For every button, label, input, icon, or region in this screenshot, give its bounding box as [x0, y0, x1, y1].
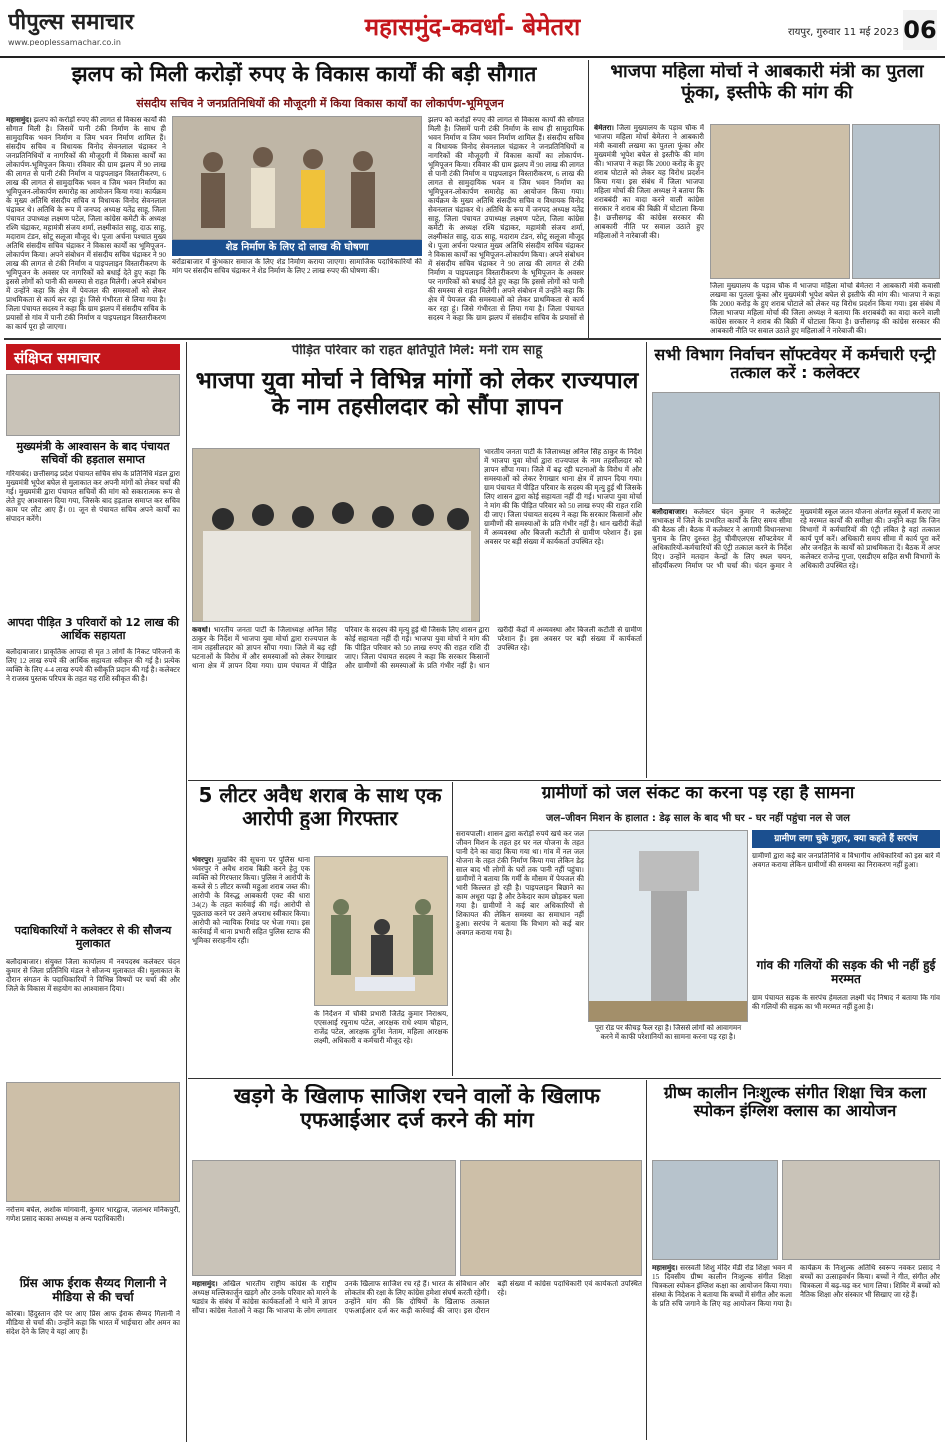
a3-headline: भाजपा युवा मोर्चा ने विभिन्न मांगों को लेकर राज्यपाल के नाम तहसीलदार को सौंपा ज्ञापन — [195, 368, 639, 421]
a5-dateline: भंवरपुर। — [192, 856, 214, 864]
people-photo-icon — [173, 117, 422, 240]
a2-dateline: बेमेतरा। — [594, 124, 615, 132]
a7-body — [192, 1280, 642, 1438]
a8-dateline: महासमुंद। — [652, 1264, 678, 1272]
brief-item-body: कोरबा। हिंदुस्तान दौरे पर आए प्रिंस आफ ईराक सैय्यद गिलानी ने मीडिया से चर्चा की। उन्होंने कहा कि भारत में भाईचारा और अमन का संदेश देने के लिए वे यहां आए हैं। — [6, 1310, 180, 1336]
a1-subhead: संसदीय सचिव ने जनप्रतिनिधियों की मौजूदगी में किया विकास कार्यों का लोकार्पण-भूमिपूजन — [136, 97, 504, 110]
a6-side-text: ग्रामीणों द्वारा कई बार जनप्रतिनिधि व विभागीय अधिकारियों को इस बारे में अवगत कराया लेकिन ग्रामीणों की समस्या का निराकरण नहीं हुआ। — [752, 852, 940, 869]
a2-photo-1 — [710, 124, 850, 279]
divider — [588, 60, 589, 338]
a4-photo — [652, 392, 940, 504]
group-photo-icon — [193, 449, 480, 622]
a2-photo-2 — [852, 124, 940, 279]
brief-item-title: प्रिंस आफ ईराक सैय्यद गिलानी ने मीडिया से की चर्चा — [19, 1276, 167, 1305]
a6-body — [456, 830, 584, 1074]
a5-photo — [314, 856, 448, 1006]
a4-body-text: कलेक्टर चंदन कुमार ने कलेक्ट्रेट सभाकक्ष में जिले के प्रभारित कार्यों के लिए समय सीमा की बैठक ली। बैठक में कलेक्टर ने आगामी विधानसभा चुनाव के लिए दुरुस्त हेतु चीवीएलएस सॉफ्टवेयर में अधिकारियों-कर्मचारियों की एंट्री तत्काल करने के निर्देश दिए। उन्होंने मतदान केन्द्रों के लिए स्थल चयन, सौंदर्यीकरण निर्माण पर भी चर्चा की। चंदन कुमार ने मुख्यमंत्री स्कूल जतन योजना अंतर्गत स्कूलों में कराए जा रहे मरम्मत कार्यों की समीक्षा की। उन्होंने कहा कि जिन विभागों में कर्मचारियों की एंट्री लंबित है वहां तत्काल कार्य पूर्ण करें। अधिकारी समय सीमा में कार्य पूरा करें और जनहित के कार्यों को प्राथमिकता दें। बैठक में अपर कलेक्टर राजेन्द्र गुप्ता, एसडीएम सहित सभी विभागों के अधिकारी उपस्थित रहे। — [652, 508, 940, 570]
a6-side-text-2: ग्राम पंचायत सड़क के सरपंच हेमलता लक्ष्मी चंद निषाद ने बताया कि गांव की गलियों की सड़क का भी मरम्मत नहीं हुआ है। — [752, 994, 940, 1011]
a3-body — [192, 626, 642, 778]
a8-photo-2 — [782, 1160, 940, 1260]
a3-photo — [192, 448, 480, 622]
brief-item-body: बलौदाबाजार। संयुक्त जिला कार्यालय में नवपदस्थ कलेक्टर चंदन कुमार से जिला प्रतिनिधि मंडल ने सौजन्य मुलाकात की। मुलाकात के दौरान संगठन के पदाधिकारियों ने विभिन्न विषयों पर चर्चा की और जिले के विकास में सहयोग का आश्वासन दिया। — [6, 958, 180, 993]
a5-caption: के निर्देशन में चौकी प्रभारी जितेंद्र कुमार निराश्रय, एएसआई रघुनाथ पटेल, आरक्षक राधे श्याम चौहान, राजेंद्र पटेल, आरक्षक दुर्गेश नेताम, महिला आरक्षक लक्ष्मी, अधिकारी व कर्मचारी मौजूद रहे। — [314, 1010, 448, 1045]
brief-item-body: बलौदाबाजार। प्राकृतिक आपदा से मृत 3 लोगों के निकट परिजनों के लिए 12 लाख रुपये की आर्थिक सहायता स्वीकृत की गई है। प्रत्येक व्यक्ति के लिए 4-4 लाख रुपये की स्वीकृति प्रदान की गई है। कलेक्टर ने राजस्व पुस्तक परिपत्र के तहत यह राशि स्वीकृत की है। — [6, 648, 180, 683]
water-tank-icon — [589, 831, 748, 1022]
brief-photo-1 — [6, 374, 180, 436]
page-number: 06 — [903, 10, 937, 50]
brand-name: पीपुल्स समाचार — [8, 10, 134, 35]
a4-headline: सभी विभाग निर्वाचन सॉफ्टवेयर में कर्मचारी एन्ट्री तत्काल करें : कलेक्टर — [654, 346, 936, 383]
brief-photo-2 — [6, 1082, 180, 1202]
a1-dateline: महासमुंद। — [6, 116, 32, 124]
police-photo-icon — [315, 857, 448, 1006]
a1-body-left — [6, 116, 166, 332]
a7-dateline: महासमुंद। — [192, 1280, 218, 1288]
brief-item-title: पदाधिकारियों ने कलेक्टर से की सौजन्य मुलाकात — [14, 924, 172, 951]
a6-side-headline: गांव की गलियों की सड़क की भी नहीं हुई मरम्मत — [756, 958, 936, 987]
a8-body — [652, 1264, 940, 1438]
a8-photo-1 — [652, 1160, 778, 1260]
a1-headline: झलप को मिली करोड़ों रुपए के विकास कार्यों की बड़ी सौगात — [71, 62, 537, 86]
a7-photo — [192, 1160, 456, 1276]
brief-label: संक्षिप्त समाचार — [6, 344, 180, 370]
a2-body — [594, 124, 704, 336]
a1-photo — [172, 116, 422, 240]
brief-photo-caption: नरोत्तम बघेल, अशोक मांगवानी, कुमार भारद्वाज, जलन्धर मनिकपुरी, गणेश प्रसाद काका अध्यक्ष व अन्य पदाधिकारी। — [6, 1206, 180, 1223]
a3-body-text: भारतीय जनता पार्टी के जिलाध्यक्ष अनिल सिंह ठाकुर के निर्देश में भाजपा युवा मोर्चा द्वारा राज्यपाल के नाम तहसीलदार को ज्ञापन सौंपा गया। जिले में बढ़ रही घटनाओं के विरोध में और समस्याओं को लेकर रेंगाखार थाना क्षेत्र में ज्ञापन दिया गया। ग्राम पंचायत में पीड़ित परिवार के सदस्य की मृत्यु हुई थी जिसके लिए शासन द्वारा कोई सहायता नहीं दी गई। भाजपा युवा मोर्चा ने मांग की कि पीड़ित परिवार को 50 लाख रुपए की राहत राशि दी जाए। जिला पंचायत सदस्य ने कहा कि सरकार किसानों और ग्रामीणों की समस्याओं के प्रति गंभीर नहीं है। धान खरीदी केंद्रों में अव्यवस्था और बिजली कटौती से ग्रामीण परेशान हैं। इस अवसर पर बड़ी संख्या में कार्यकर्ता उपस्थित रहे। — [192, 626, 642, 670]
divider — [188, 780, 941, 781]
divider — [452, 782, 453, 1076]
a7-body-text: अखिल भारतीय राष्ट्रीय कांग्रेस के राष्ट्रीय अध्यक्ष मल्लिकार्जुन खड़गे और उनके परिवार को मारने के षड्यंत्र के संबंध में कांग्रेस कार्यकर्ताओं ने थाने में ज्ञापन सौंपा। कांग्रेस नेताओं ने कहा कि भाजपा के लोग लगातार उनके खिलाफ साजिश रच रहे हैं। भारत के संविधान और लोकतंत्र की रक्षा के लिए कांग्रेस हमेशा संघर्ष करती रहेगी। उन्होंने मांग की कि दोषियों के खिलाफ तत्काल एफआईआर दर्ज कर कड़ी कार्रवाई की जाए। इस दौरान बड़ी संख्या में कांग्रेस पदाधिकारी एवं कार्यकर्ता उपस्थित रहे। — [192, 1280, 642, 1315]
brief-item-title: मुख्यमंत्री के आश्वासन के बाद पंचायत सचिवों की हड़ताल समाप्त — [16, 440, 170, 467]
divider — [4, 338, 941, 340]
a4-dateline: बलौदाबाजार। — [652, 508, 688, 516]
a6-body-text: सरायपाली। शासन द्वारा करोड़ों रुपये खर्च कर जल जीवन मिशन के तहत हर घर नल योजना के तहत पानी देने का वादा किया गया था। गांव में नल जल योजना के तहत टंकी निर्माण किया गया लेकिन डेढ़ साल बाद भी लोगों के घरों तक पानी नहीं पहुंचा। ग्रामीणों ने बताया कि गर्मी के मौसम में पेयजल की भारी किल्लत हो रही है। पाइपलाइन बिछाने का काम अधूरा पड़ा है और ठेकेदार काम छोड़कर चला गया है। ग्रामीणों ने कई बार अधिकारियों से शिकायत की लेकिन समस्या का समाधान नहीं हुआ। सरपंच ने बताया कि विभाग को कई बार अवगत कराया गया है। — [456, 830, 584, 937]
divider — [646, 342, 647, 778]
a6-subhead: जल–जीवन मिशन के हालात : डेढ़ साल के बाद भी घर - घर नहीं पहुंचा नल से जल — [546, 813, 850, 824]
a2-body-cont: जिला मुख्यालय के पड़ाव चौक में भाजपा महिला मोर्चा बेमेतरा ने आबकारी मंत्री कवासी लखमा का पुतला फूंका और मुख्यमंत्री भूपेश बघेल से इस्तीफे की मांग की। भाजपा ने कहा कि 2000 करोड़ के हुए शराब घोटाले को लेकर यह विरोध प्रदर्शन किया गया। इस संबंध में जिला भाजपा महिला मोर्चा की जिला अध्यक्ष ने बताया कि शराबबंदी का वादा करने वाली कांग्रेस सरकार ने शराब की बिक्री में घोटाला किया है। छत्तीसगढ़ की कांग्रेस सरकार की आबकारी नीति पर सवाल उठाते हुए महिलाओं ने नारेबाजी की। — [710, 282, 940, 335]
a5-body — [192, 856, 310, 1072]
a6-headline: ग्रामीणों को जल संकट का करना पड़ रहा है सामना — [541, 784, 855, 803]
a4-body — [652, 508, 940, 778]
divider — [646, 1080, 647, 1440]
a8-body-text: सरस्वती शिशु मंदिर मेंडी रोड शिक्षा भवन में 15 दिवसीय ग्रीष्म कालीन निःशुल्क संगीत शिक्षा चित्रकला स्पोकन इंग्लिश कक्षा का आयोजन किया गया। संस्था के निदेशक ने बताया कि बच्चों में संगीत और कला के प्रति रुचि जगाने के लिए यह आयोजन किया गया है। कार्यक्रम के निःशुल्क अतिथि स्वरूप नवकर प्रसाद ने बच्चों का उत्साहवर्धन किया। बच्चों ने गीत, संगीत और चित्रकला में बढ़-चढ़ कर भाग लिया। शिविर में बच्चों को नैतिक शिक्षा और संस्कार भी सिखाए जा रहे हैं। — [652, 1264, 940, 1308]
a5-body-text: मुखबिर की सूचना पर पुलिस थाना भंवरपुर ने अवैध शराब बिक्री करने हेतु एक व्यक्ति को गिरफ्तार किया। पुलिस ने आरोपी के कब्जे से 5 लीटर कच्ची महुआ शराब जब्त की। आरोपी के विरुद्ध आबकारी एक्ट की धारा 34(2) के तहत कार्रवाई की गई। आरोपी से पूछताछ करने पर उसने अपराध स्वीकार किया। आरोपी को न्यायिक रिमांड पर भेजा गया। इस कार्रवाई में थाना प्रभारी सहित पुलिस स्टाफ की भूमिका सराहनीय रही। — [192, 856, 310, 945]
divider — [186, 342, 187, 1442]
a2-headline: भाजपा महिला मोर्चा ने आबकारी मंत्री का पुतला फूंका, इस्तीफे की मांग की — [610, 62, 924, 103]
brief-item-body: गरियाबंद। छत्तीसगढ़ प्रदेश पंचायत सचिव संघ के प्रतिनिधि मंडल द्वारा मुख्यमंत्री भूपेश बघेल से मुलाकात कर अपनी मांगों को लेकर चर्चा की गई। मुख्यमंत्री द्वारा पंचायत सचिवों की मांग को सकारात्मक रूप से लेते हुए आश्वासन दिया गया, जिसके बाद हड़ताल समाप्त कर सचिव काम पर लौट आए हैं। 01 जून से पंचायत सचिव अपने कार्यों का संपादन करेंगे। — [6, 470, 180, 523]
a3-body-top: भारतीय जनता पार्टी के जिलाध्यक्ष अनिल सिंह ठाकुर के निर्देश में भाजपा युवा मोर्चा द्वारा राज्यपाल के नाम तहसीलदार को ज्ञापन सौंपा गया। जिले में बढ़ रही घटनाओं के विरोध में और समस्याओं को लेकर रेंगाखार थाना क्षेत्र में ज्ञापन दिया गया। ग्राम पंचायत में पीड़ित परिवार के सदस्य की मृत्यु हुई थी जिसके लिए शासन द्वारा कोई सहायता नहीं दी गई। भाजपा युवा मोर्चा ने मांग की कि पीड़ित परिवार को 50 लाख रुपए की राहत राशि दी जाए। जिला पंचायत सदस्य ने कहा कि सरकार किसानों और ग्रामीणों की समस्याओं के प्रति गंभीर नहीं है। धान खरीदी केंद्रों में अव्यवस्था और बिजली कटौती से ग्रामीण परेशान हैं। इस अवसर पर बड़ी संख्या में कार्यकर्ता उपस्थित रहे। — [484, 448, 642, 546]
a1-photo-caption: शेड निर्माण के लिए दो लाख की घोषणा — [172, 240, 422, 256]
masthead — [0, 0, 945, 58]
a7-photo-2 — [460, 1160, 642, 1276]
a1-body-cont: झलप को करोड़ों रुपए की लागत से विकास कार्यों की सौगात मिली है। जिसमें पानी टंकी निर्माण के साथ ही सामुदायिक भवन निर्माण व जिम भवन निर्माण शामिल हैं। संसदीय सचिव व विधायक विनोद सेवनलाल चंद्राकर ने जनप्रतिनिधियों व नागरिकों की मौजूदगी में विकास कार्यों का लोकार्पण-भूमिपूजन किया। रविवार की ग्राम झलप में 90 लाख की लागत से पानी टंकी निर्माण व पाइपलाइन विस्तारीकरण, 6 लाख की लागत से सामुदायिक भवन व जिम भवन निर्माण का भूमिपूजन-लोकार्पण समारोह का आयोजन किया गया। कार्यक्रम के मुख्य अतिथि संसदीय सचिव व विधायक विनोद सेवनलाल चंद्राकर थे। अतिथि के रूप में जनपद अध्यक्ष यतेंद्र साहू, जिला पंचायत उपाध्यक्ष लक्ष्मण पटेल, जिला कांग्रेस कमेटी के अध्यक्ष रश्मि चंद्राकर, महामंत्री संजय शर्मा, लक्ष्मीकांत साहू, दाऊ साहू, मदाराम टंडन, सोटू सलूजा मौजूद थे। पूजा अर्चना पश्चात मुख्य अतिथि संसदीय सचिव चंद्राकर ने विकास कार्यों का भूमिपूजन-लोकार्पण किया। अपने संबोधन में संसदीय सचिव चंद्राकर ने 90 लाख की लागत से टंकी निर्माण व पाइपलाइन विस्तारीकरण के भूमिपूजन के अवसर पर नागरिकों को बधाई देते हुए कहा कि इससे लोगों को पानी की समस्या से राहत मिलेगी। अपने संबोधन में उन्होंने कहा कि क्षेत्र में पेयजल की समस्याओं को लेकर प्राथमिकता से कार्य कर रहा हूं। जिसे गंभीरता से लिया गया है। जिला पंचायत सदस्य ने कहा कि ग्राम झलप में संसदीय सचिव के प्रयासों से — [428, 116, 584, 322]
a1-body-right — [428, 116, 584, 332]
a8-headline: ग्रीष्म कालीन निःशुल्क संगीत शिक्षा चित्र कला स्पोकन इंग्लिश क्लास का आयोजन — [663, 1084, 927, 1121]
a7-headline: खड़गे के खिलाफ साजिश रचने वालों के खिलाफ एफआईआर दर्ज करने की मांग — [234, 1084, 600, 1133]
issue-date: रायपुर, गुरुवार 11 मई 2023 — [787, 27, 899, 38]
a5-headline: 5 लीटर अवैध शराब के साथ एक आरोपी हुआ गिरफ्तार — [198, 784, 442, 830]
a1-body: झलप को करोड़ों रुपए की लागत से विकास कार्यों की सौगात मिली है। जिसमें पानी टंकी निर्माण के साथ ही सामुदायिक भवन निर्माण व जिम भवन निर्माण शामिल हैं। संसदीय सचिव व विधायक विनोद सेवनलाल चंद्राकर ने जनप्रतिनिधियों व नागरिकों की मौजूदगी में विकास कार्यों का लोकार्पण-भूमिपूजन किया। रविवार की ग्राम झलप में 90 लाख की लागत से पानी टंकी निर्माण व पाइपलाइन विस्तारीकरण, 6 लाख की लागत से सामुदायिक भवन व जिम भवन निर्माण का भूमिपूजन-लोकार्पण समारोह का आयोजन किया गया। कार्यक्रम के मुख्य अतिथि संसदीय सचिव व विधायक विनोद सेवनलाल चंद्राकर थे। अतिथि के रूप में जनपद अध्यक्ष यतेंद्र साहू, जिला पंचायत उपाध्यक्ष लक्ष्मण पटेल, जिला कांग्रेस कमेटी के अध्यक्ष रश्मि चंद्राकर, महामंत्री संजय शर्मा, लक्ष्मीकांत साहू, दाऊ साहू, मदाराम टंडन, सोटू सलूजा मौजूद थे। पूजा अर्चना पश्चात मुख्य अतिथि संसदीय सचिव चंद्राकर ने विकास कार्यों का भूमिपूजन-लोकार्पण किया। अपने संबोधन में संसदीय सचिव चंद्राकर ने 90 लाख की लागत से टंकी निर्माण व पाइपलाइन विस्तारीकरण के भूमिपूजन के अवसर पर नागरिकों को बधाई देते हुए कहा कि इससे लोगों को पानी की समस्या से राहत मिलेगी। अपने संबोधन में उन्होंने कहा कि क्षेत्र में पेयजल की समस्याओं को लेकर प्राथमिकता से कार्य कर रहा हूं। जिसे गंभीरता से लिया गया है। जिला पंचायत सदस्य ने कहा कि ग्राम झलप में संसदीय सचिव के प्रयासों से गांव में पानी टंकी निर्माण व पाइपलाइन विस्तारीकरण का कार्य पूरा हो जाएगा। — [6, 116, 166, 331]
site-url[interactable]: www.peoplessamachar.co.in — [8, 38, 121, 46]
brief-item-title: आपदा पीड़ित 3 परिवारों को 12 लाख की आर्थिक सहायता — [7, 616, 179, 643]
a3-dateline: कवर्धा। — [192, 626, 211, 634]
a6-photo-caption: पूरा रोड पर कीचड़ फैल रहा है। जिससे लोगों को आवागमन करने में काफी परेशानियों का सामना करना पड़ रहा है। — [594, 1024, 742, 1041]
section-title: महासमुंद-कवर्धा- बेमेतरा — [364, 13, 581, 41]
divider — [188, 1078, 941, 1079]
a2-body-text: जिला मुख्यालय के पड़ाव चौक में भाजपा महिला मोर्चा बेमेतरा ने आबकारी मंत्री कवासी लखमा का पुतला फूंका और मुख्यमंत्री भूपेश बघेल से इस्तीफे की मांग की। भाजपा ने कहा कि 2000 करोड़ के हुए शराब घोटाले को लेकर यह विरोध प्रदर्शन किया गया। इस संबंध में जिला भाजपा महिला मोर्चा की जिला अध्यक्ष ने बताया कि शराबबंदी का वादा करने वाली कांग्रेस सरकार ने शराब की बिक्री में घोटाला किया है। छत्तीसगढ़ की कांग्रेस सरकार की आबकारी नीति पर सवाल उठाते हुए महिलाओं ने नारेबाजी की। — [594, 124, 704, 240]
a6-photo — [588, 830, 748, 1022]
a6-box-label: ग्रामीण लगा चुके गुहार, क्या कहते हैं सरपंच — [752, 830, 940, 848]
a3-kicker: पीड़ित परिवार को राहत क्षतिपूर्ति मिले: मनी राम साहू — [291, 344, 543, 358]
a1-photo-note: बरोंडाबाजार में कुंभकार समाज के लिए शेड निर्माण कराया जाएगा। सामाजिक पदाधिकारियों की मांग पर संसदीय सचिव चंद्राकर ने शेड निर्माण के लिए 2 लाख रुपए की घोषणा की। — [172, 258, 422, 275]
